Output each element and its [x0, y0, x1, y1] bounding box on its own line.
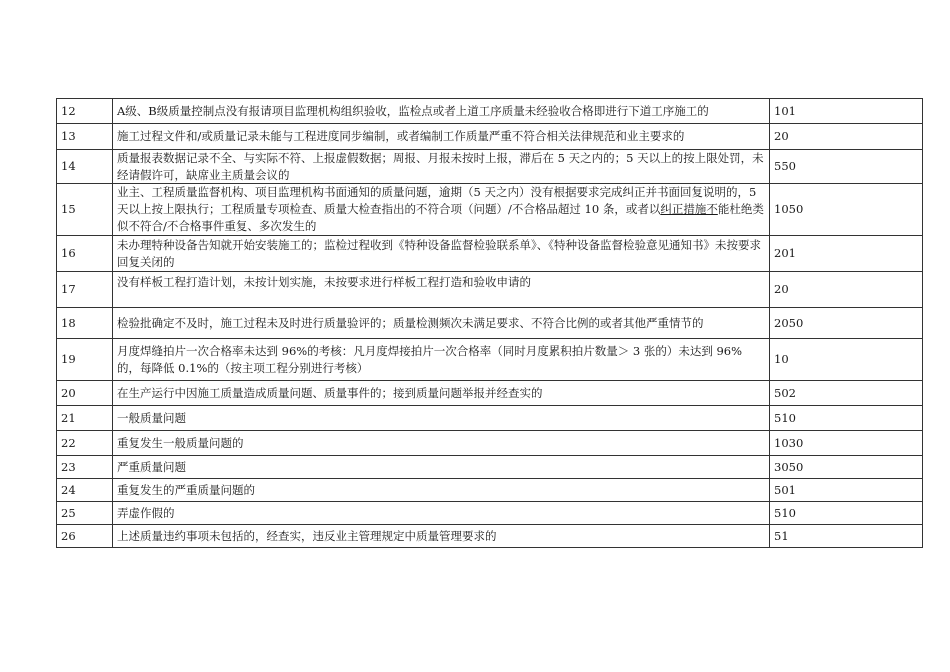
table-row [57, 150, 923, 184]
row-amount: 2050 [770, 308, 923, 339]
table-row [57, 339, 923, 381]
row-number: 20 [57, 381, 113, 406]
row-amount: 1050 [770, 184, 923, 236]
description-text-part: 业主、工程质量监督机构、项目监理机构书面通知的质量问题，逾期（5 天之内）没有根据要求完成纠正并书面回复说明的，5 天以上按上限执行；工程质量专项检查、质量大检查指出的不符合项（问题）/不合格品超过 10 条，或者以 [117, 185, 757, 216]
table-row [57, 272, 923, 308]
row-number: 22 [57, 431, 113, 456]
table-row [57, 308, 923, 339]
row-description [113, 150, 770, 184]
row-amount: 51 [770, 525, 923, 548]
row-number: 17 [57, 272, 113, 308]
row-description: 上述质量违约事项未包括的，经查实，违反业主管理规定中质量管理要求的 [113, 525, 770, 548]
row-description: 在生产运行中因施工质量造成质量问题、质量事件的；接到质量问题举报并经查实的 [113, 381, 770, 406]
penalty-table [56, 98, 923, 548]
table-row [57, 502, 923, 525]
row-number: 14 [57, 150, 113, 184]
row-number: 12 [57, 99, 113, 124]
row-description: 月度焊缝拍片一次合格率未达到 96%的考核：凡月度焊接拍片一次合格率（同时月度累积拍片数量＞ 3 张的）未达到 96%的，每降低 0.1%的（按主项工程分别进行考核） [113, 339, 770, 381]
row-amount: 10 [770, 339, 923, 381]
table-row [57, 525, 923, 548]
table-row [57, 99, 923, 124]
row-number: 25 [57, 502, 113, 525]
row-description: 一般质量问题 [113, 406, 770, 431]
row-number: 18 [57, 308, 113, 339]
row-number: 21 [57, 406, 113, 431]
table-row [57, 184, 923, 236]
row-number: 16 [57, 236, 113, 272]
row-description: 弄虚作假的 [113, 502, 770, 525]
row-description: 严重质量问题 [113, 456, 770, 479]
row-amount: 550 [770, 150, 923, 184]
row-number: 26 [57, 525, 113, 548]
row-description: 检验批确定不及时，施工过程未及时进行质量验评的；质量检测频次未满足要求、不符合比例的或者其他严重情节的 [113, 308, 770, 339]
row-description: 重复发生的严重质量问题的 [113, 479, 770, 502]
row-amount: 3050 [770, 456, 923, 479]
table-row [57, 406, 923, 431]
row-description: 未办理特种设备告知就开始安装施工的；监检过程收到《特种设备监督检验联系单》、《特种设备监督检验意见通知书》未按要求回复关闭的 [113, 236, 770, 272]
row-number: 19 [57, 339, 113, 381]
row-amount: 201 [770, 236, 923, 272]
table-row [57, 456, 923, 479]
row-number: 13 [57, 124, 113, 150]
table-row [57, 124, 923, 150]
row-number: 24 [57, 479, 113, 502]
row-amount: 502 [770, 381, 923, 406]
row-description: 施工过程文件和/或质量记录未能与工程进度同步编制，或者编制工作质量严重不符合相关法律规范和业主要求的 [113, 124, 770, 150]
table-row [57, 479, 923, 502]
table-row [57, 431, 923, 456]
row-amount: 510 [770, 502, 923, 525]
description-text-part: 能杜绝类似不符合/不合格事件重复、多次发生的 [117, 202, 764, 233]
description-text [117, 184, 765, 235]
row-number: 15 [57, 184, 113, 236]
row-amount: 20 [770, 124, 923, 150]
row-amount: 20 [770, 272, 923, 308]
table-row [57, 236, 923, 272]
row-amount: 501 [770, 479, 923, 502]
underlined-text: 纠正措施不 [660, 202, 718, 216]
row-description: A级、B级质量控制点没有报请项目监理机构组织验收，监检点或者上道工序质量未经验收合格即进行下道工序施工的 [113, 99, 770, 124]
row-amount: 101 [770, 99, 923, 124]
row-number: 23 [57, 456, 113, 479]
row-amount: 1030 [770, 431, 923, 456]
row-description: 没有样板工程打造计划，未按计划实施，未按要求进行样板工程打造和验收申请的 [113, 272, 770, 308]
row-amount: 510 [770, 406, 923, 431]
table-row [57, 381, 923, 406]
row-description: 重复发生一般质量问题的 [113, 431, 770, 456]
description-text: 质量报表数据记录不全、与实际不符、上报虚假数据；周报、月报未按时上报，滞后在 5 天之内的；5 天以上的按上限处罚，未经请假许可，缺席业主质量会议的 [117, 151, 764, 182]
row-description [113, 184, 770, 236]
